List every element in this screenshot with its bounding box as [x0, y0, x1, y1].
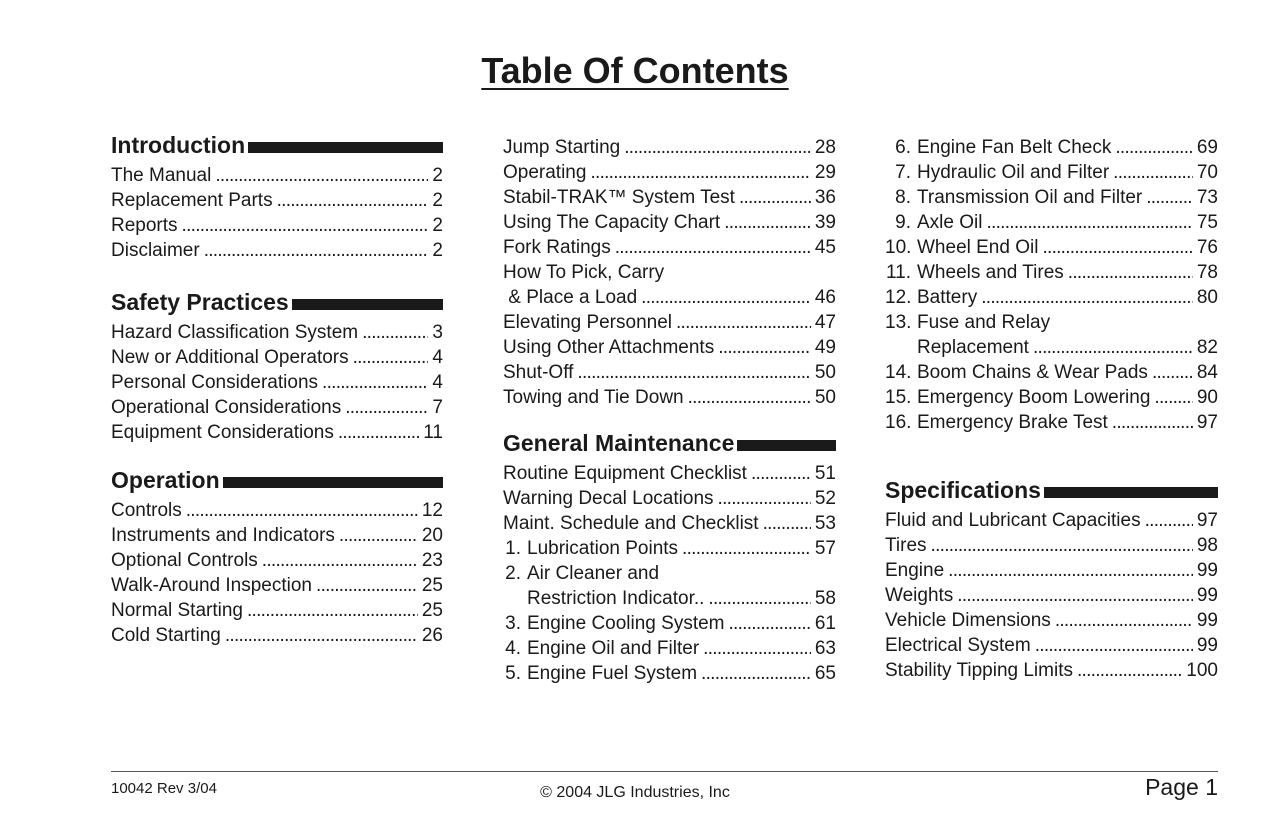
entry-page-number: 20 — [421, 525, 443, 546]
entry-title: Maint. Schedule and Checklist — [503, 513, 759, 534]
toc-entry[interactable] — [503, 310, 836, 335]
toc-entry[interactable] — [885, 508, 1218, 533]
entry-page-number: 7 — [432, 397, 443, 418]
dot-leader — [247, 598, 418, 623]
heading-rule — [292, 299, 443, 310]
entry-title: Shut-Off — [503, 362, 574, 383]
toc-entry[interactable] — [111, 523, 443, 548]
dot-leader — [739, 185, 811, 210]
entry-page-number: 75 — [1196, 212, 1218, 233]
toc-entry[interactable] — [885, 310, 1218, 335]
entry-title: Using Other Attachments — [503, 337, 715, 358]
entry-title: Optional Controls — [111, 550, 258, 571]
toc-entry[interactable] — [885, 185, 1218, 210]
entry-page-number: 52 — [814, 488, 836, 509]
dot-leader — [676, 310, 811, 335]
entry-page-number: 2 — [432, 215, 443, 236]
toc-entry[interactable] — [111, 498, 443, 523]
dot-leader — [703, 636, 811, 661]
entry-page-number: 76 — [1196, 237, 1218, 258]
entry-page-number: 69 — [1196, 137, 1218, 158]
entry-title: Wheels and Tires — [917, 262, 1064, 283]
dot-leader — [718, 335, 811, 360]
entry-page-number: 80 — [1196, 287, 1218, 308]
toc-section — [503, 428, 836, 686]
entry-number: 10. — [885, 237, 912, 258]
entry-title: Emergency Boom Lowering — [917, 387, 1151, 408]
toc-entry[interactable] — [885, 558, 1218, 583]
dot-leader — [577, 360, 810, 385]
toc-entry[interactable] — [111, 598, 443, 623]
entry-title: Vehicle Dimensions — [885, 610, 1051, 631]
entry-title: Replacement — [917, 337, 1029, 358]
toc-entry[interactable] — [503, 185, 836, 210]
entry-title: Instruments and Indicators — [111, 525, 335, 546]
entry-page-number: 63 — [814, 638, 836, 659]
toc-section — [885, 475, 1218, 683]
dot-leader — [277, 188, 429, 213]
toc-section — [111, 465, 443, 648]
entry-title: Warning Decal Locations — [503, 488, 714, 509]
dot-leader — [708, 586, 810, 611]
entry-page-number: 2 — [432, 165, 443, 186]
entry-page-number: 36 — [814, 187, 836, 208]
entry-title: Battery — [917, 287, 978, 308]
toc-column-3 — [885, 130, 1218, 683]
entry-number: 5. — [505, 663, 521, 684]
entry-page-number: 73 — [1196, 187, 1218, 208]
entry-page-number: 23 — [421, 550, 443, 571]
toc-entry[interactable] — [111, 320, 443, 345]
entry-number: 12. — [885, 287, 912, 308]
toc-entry[interactable] — [885, 210, 1218, 235]
entry-page-number: 50 — [814, 362, 836, 383]
entry-title: Operational Considerations — [111, 397, 342, 418]
toc-entry[interactable] — [503, 210, 836, 235]
dot-leader — [729, 611, 811, 636]
dot-leader — [641, 285, 811, 310]
entry-page-number: 12 — [421, 500, 443, 521]
entry-title: Using The Capacity Chart — [503, 212, 721, 233]
dot-leader — [718, 486, 811, 511]
toc-entry[interactable] — [503, 385, 836, 410]
dot-leader — [204, 238, 429, 263]
toc-entry[interactable] — [503, 135, 836, 160]
entry-page-number: 25 — [421, 575, 443, 596]
dot-leader — [1077, 658, 1182, 683]
dot-leader — [1115, 135, 1193, 160]
entry-page-number: 61 — [814, 613, 836, 634]
entry-page-number: 82 — [1196, 337, 1218, 358]
entry-number: 13. — [885, 312, 912, 333]
entry-number: 6. — [895, 137, 911, 158]
dot-leader — [316, 573, 418, 598]
entry-title: Elevating Personnel — [503, 312, 672, 333]
entry-title: Hazard Classification System — [111, 322, 359, 343]
entry-page-number: 70 — [1196, 162, 1218, 183]
entry-title: Lubrication Points — [527, 538, 679, 559]
section-heading-text: Operation — [111, 466, 220, 493]
entry-title: Engine Oil and Filter — [527, 638, 700, 659]
dot-leader — [751, 461, 811, 486]
entry-page-number: 53 — [814, 513, 836, 534]
toc-entry[interactable] — [503, 486, 836, 511]
dot-leader — [338, 420, 419, 445]
entry-number: 4. — [505, 638, 521, 659]
section-heading — [111, 465, 443, 495]
toc-entry[interactable] — [111, 213, 443, 238]
entry-number: 2. — [505, 563, 521, 584]
section-heading — [503, 428, 836, 458]
dot-leader — [345, 395, 428, 420]
entry-page-number: 29 — [814, 162, 836, 183]
dot-leader — [701, 661, 811, 686]
doc-number: 10042 Rev 3/04 — [111, 780, 217, 797]
entry-page-number: 45 — [814, 237, 836, 258]
dot-leader — [215, 163, 428, 188]
entry-title: Restriction Indicator.. — [527, 588, 705, 609]
dot-leader — [931, 533, 1193, 558]
entry-title: Engine — [885, 560, 945, 581]
toc-entry[interactable] — [885, 160, 1218, 185]
toc-entry[interactable] — [111, 548, 443, 573]
toc-entry[interactable] — [885, 235, 1218, 260]
entry-title: Fluid and Lubricant Capacities — [885, 510, 1141, 531]
toc-column-1 — [111, 130, 443, 648]
section-heading-text: Specifications — [885, 476, 1041, 503]
entry-title: New or Additional Operators — [111, 347, 349, 368]
page-number: Page 1 — [1145, 774, 1218, 800]
copyright-notice: © 2004 JLG Industries, Inc — [540, 784, 730, 801]
toc-section — [111, 130, 443, 263]
entry-title: Transmission Oil and Filter — [917, 187, 1143, 208]
entry-title: Engine Fan Belt Check — [917, 137, 1112, 158]
entry-number: 15. — [885, 387, 912, 408]
entry-title: & Place a Load — [503, 287, 638, 308]
toc-section — [111, 287, 443, 445]
dot-leader — [948, 558, 1193, 583]
dot-leader — [1055, 608, 1193, 633]
toc-section — [885, 135, 1218, 435]
toc-entry[interactable] — [503, 561, 836, 586]
toc-entry[interactable] — [111, 420, 443, 445]
section-heading-text: Introduction — [111, 131, 246, 158]
entry-number: 9. — [895, 212, 911, 233]
entry-page-number: 84 — [1196, 362, 1218, 383]
toc-entry[interactable] — [885, 260, 1218, 285]
toc-column-2 — [503, 130, 836, 686]
toc-entry[interactable] — [111, 370, 443, 395]
entry-page-number: 97 — [1196, 412, 1218, 433]
entry-page-number: 99 — [1196, 560, 1218, 581]
entry-number: 16. — [885, 412, 912, 433]
entry-title: Boom Chains & Wear Pads — [917, 362, 1148, 383]
entry-title: Operating — [503, 162, 587, 183]
entry-number: 14. — [885, 362, 912, 383]
dot-leader — [1113, 160, 1193, 185]
toc-entry[interactable] — [503, 661, 836, 686]
entry-title: Towing and Tie Down — [503, 387, 684, 408]
entry-title: Engine Cooling System — [527, 613, 725, 634]
entry-page-number: 90 — [1196, 387, 1218, 408]
entry-title: Personal Considerations — [111, 372, 319, 393]
entry-page-number: 11 — [423, 422, 443, 443]
dot-leader — [1146, 185, 1193, 210]
toc-entry[interactable] — [111, 163, 443, 188]
entry-page-number: 25 — [421, 600, 443, 621]
entry-page-number: 50 — [814, 387, 836, 408]
dot-leader — [1042, 235, 1192, 260]
entry-page-number: 98 — [1196, 535, 1218, 556]
toc-entry[interactable] — [503, 536, 836, 561]
page-title: Table Of Contents — [481, 50, 789, 91]
entry-page-number: 2 — [432, 240, 443, 261]
entry-title: Routine Equipment Checklist — [503, 463, 747, 484]
entry-title: Air Cleaner and — [527, 563, 660, 584]
dot-leader — [957, 583, 1193, 608]
entry-page-number: 78 — [1196, 262, 1218, 283]
entry-title: How To Pick, Carry — [503, 262, 665, 283]
toc-entry[interactable] — [503, 611, 836, 636]
entry-title: Axle Oil — [917, 212, 983, 233]
toc-section — [503, 135, 836, 410]
dot-leader — [1068, 260, 1193, 285]
heading-rule — [1044, 487, 1218, 498]
entry-page-number: 65 — [814, 663, 836, 684]
entry-title: Tires — [885, 535, 927, 556]
entry-title: Emergency Brake Test — [917, 412, 1108, 433]
dot-leader — [225, 623, 418, 648]
toc-entry[interactable] — [503, 260, 836, 285]
dot-leader — [624, 135, 811, 160]
entry-number: 8. — [895, 187, 911, 208]
entry-number: 7. — [895, 162, 911, 183]
entry-title: Cold Starting — [111, 625, 221, 646]
heading-rule — [248, 142, 443, 153]
entry-page-number: 97 — [1196, 510, 1218, 531]
section-heading-text: General Maintenance — [503, 429, 735, 456]
dot-leader — [1145, 508, 1193, 533]
entry-number: 1. — [505, 538, 521, 559]
entry-title: Fork Ratings — [503, 237, 611, 258]
entry-title: Disclaimer — [111, 240, 200, 261]
dot-leader — [1154, 385, 1192, 410]
section-heading — [111, 130, 443, 160]
toc-entry[interactable] — [503, 511, 836, 536]
dot-leader — [724, 210, 811, 235]
dot-leader — [353, 345, 429, 370]
toc-entry[interactable] — [885, 410, 1218, 435]
entry-page-number: 99 — [1196, 635, 1218, 656]
section-heading-text: Safety Practices — [111, 288, 289, 315]
entry-title: Fuse and Relay — [917, 312, 1051, 333]
toc-entry[interactable] — [885, 658, 1218, 683]
entry-title: Hydraulic Oil and Filter — [917, 162, 1110, 183]
entry-title: Reports — [111, 215, 178, 236]
entry-title: Replacement Parts — [111, 190, 273, 211]
entry-title: Equipment Considerations — [111, 422, 334, 443]
entry-title: Electrical System — [885, 635, 1031, 656]
toc-entry[interactable] — [885, 533, 1218, 558]
dot-leader — [339, 523, 418, 548]
toc-entry[interactable] — [111, 238, 443, 263]
entry-page-number: 57 — [814, 538, 836, 559]
toc-entry[interactable] — [885, 583, 1218, 608]
entry-page-number: 47 — [814, 312, 836, 333]
dot-leader — [615, 235, 811, 260]
dot-leader — [986, 210, 1192, 235]
dot-leader — [262, 548, 418, 573]
entry-page-number: 58 — [814, 588, 836, 609]
toc-entry[interactable] — [503, 160, 836, 185]
toc-entry[interactable] — [503, 636, 836, 661]
toc-entry[interactable] — [885, 608, 1218, 633]
entry-page-number: 26 — [421, 625, 443, 646]
toc-entry[interactable] — [503, 461, 836, 486]
entry-page-number: 100 — [1186, 660, 1218, 681]
entry-page-number: 46 — [814, 287, 836, 308]
heading-rule — [737, 440, 836, 451]
entry-title: The Manual — [111, 165, 212, 186]
entry-title: Walk-Around Inspection — [111, 575, 313, 596]
entry-page-number: 28 — [814, 137, 836, 158]
entry-page-number: 39 — [814, 212, 836, 233]
toc-entry[interactable] — [111, 188, 443, 213]
entry-title: Weights — [885, 585, 954, 606]
dot-leader — [362, 320, 428, 345]
dot-leader — [763, 511, 811, 536]
toc-entry[interactable] — [503, 586, 836, 611]
toc-entry[interactable] — [503, 360, 836, 385]
toc-entry[interactable] — [885, 135, 1218, 160]
entry-number: 3. — [505, 613, 521, 634]
entry-page-number: 4 — [432, 347, 443, 368]
entry-page-number: 4 — [432, 372, 443, 393]
toc-entry[interactable] — [885, 385, 1218, 410]
entry-page-number: 99 — [1196, 610, 1218, 631]
dot-leader — [688, 385, 811, 410]
entry-title: Engine Fuel System — [527, 663, 698, 684]
dot-leader — [1112, 410, 1193, 435]
section-heading — [885, 475, 1218, 505]
dot-leader — [182, 213, 429, 238]
heading-rule — [223, 477, 443, 488]
toc-entry[interactable] — [503, 335, 836, 360]
toc-entry[interactable] — [111, 345, 443, 370]
toc-entry[interactable] — [885, 633, 1218, 658]
dot-leader — [682, 536, 811, 561]
toc-entry[interactable] — [111, 395, 443, 420]
entry-title: Wheel End Oil — [917, 237, 1039, 258]
entry-page-number: 99 — [1196, 585, 1218, 606]
toc-entry[interactable] — [885, 360, 1218, 385]
entry-page-number: 49 — [814, 337, 836, 358]
toc-entry[interactable] — [111, 623, 443, 648]
toc-entry[interactable] — [885, 285, 1218, 310]
entry-title: Stability Tipping Limits — [885, 660, 1073, 681]
dot-leader — [981, 285, 1193, 310]
dot-leader — [1033, 335, 1193, 360]
dot-leader — [590, 160, 810, 185]
entry-page-number: 2 — [432, 190, 443, 211]
toc-entry[interactable] — [503, 285, 836, 310]
dot-leader — [322, 370, 428, 395]
dot-leader — [1035, 633, 1193, 658]
entry-title: Normal Starting — [111, 600, 243, 621]
entry-page-number: 3 — [432, 322, 443, 343]
entry-title: Jump Starting — [503, 137, 621, 158]
toc-entry[interactable] — [885, 335, 1218, 360]
entry-title: Controls — [111, 500, 182, 521]
toc-entry[interactable] — [111, 573, 443, 598]
toc-entry[interactable] — [503, 235, 836, 260]
dot-leader — [186, 498, 418, 523]
footer-divider — [111, 771, 1218, 772]
section-heading — [111, 287, 443, 317]
entry-number: 11. — [885, 262, 911, 283]
dot-leader — [1152, 360, 1193, 385]
entry-title: Stabil-TRAK™ System Test — [503, 187, 735, 208]
entry-page-number: 51 — [814, 463, 836, 484]
